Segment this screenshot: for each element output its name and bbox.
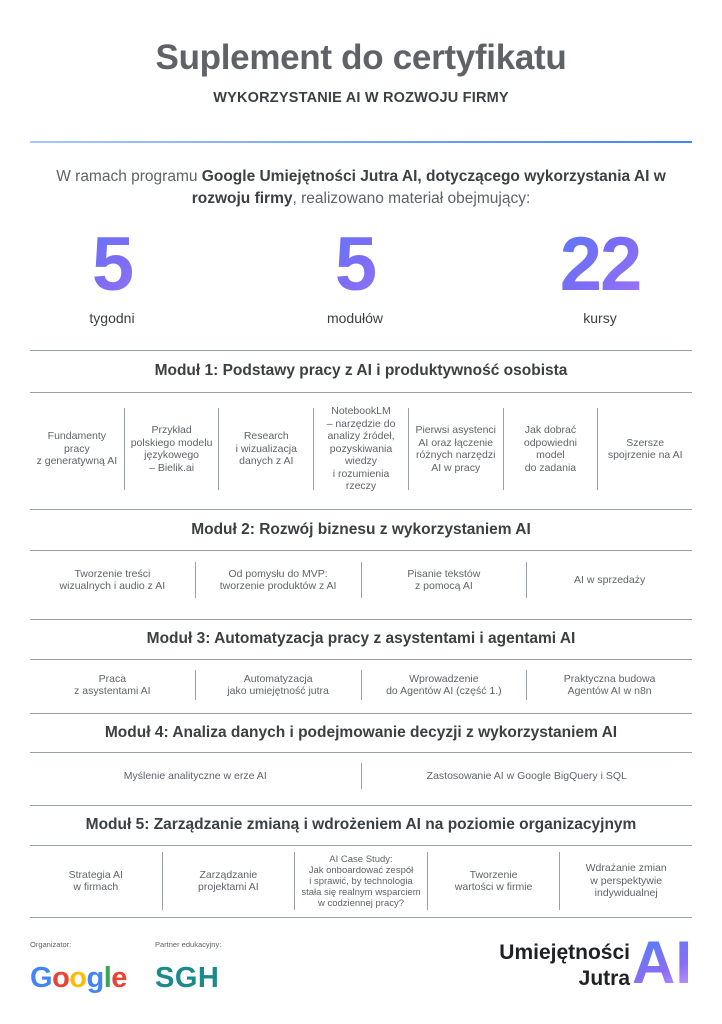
stat-modules (255, 222, 455, 326)
google-logo: Google (30, 962, 127, 994)
module-4-title: Moduł 4: Analiza danych i podejmowanie decyzji z wykorzystaniem AI (104, 724, 618, 741)
course-item: Tworzenie treści wizualnych i audio z AI (59, 567, 166, 592)
certificate-title: Suplement do certyfikatu (155, 38, 567, 77)
stat-label: tygodni (89, 310, 135, 326)
stat-label: modułów (326, 310, 384, 326)
course-item: Od pomysłu do MVP: tworzenie produktów z AI (219, 567, 337, 592)
module-3-courses (30, 670, 692, 700)
brand-line-1: Umiejętności (499, 941, 630, 964)
divider (30, 845, 692, 846)
divider (30, 917, 692, 918)
stat-label: kursy (583, 310, 617, 326)
stat-value: 5 (255, 222, 455, 308)
module-4-courses (30, 763, 692, 789)
organizer-label: Organizator: (30, 940, 72, 949)
course-item: Przykład polskiego modelu językowego – Bielik.ai (130, 424, 213, 474)
course-item: Strategia AI w firmach (68, 868, 123, 893)
divider (30, 805, 692, 806)
certificate-subtitle: WYKORZYSTANIE AI W ROZWOJU FIRMY (213, 90, 509, 106)
module-2-courses (30, 562, 692, 598)
intro-text (40, 166, 682, 210)
partner-label: Partner edukacyjny: (155, 940, 222, 949)
sgh-logo: SGH (155, 962, 220, 994)
brand-ai-logo: AI (632, 929, 692, 996)
course-item: Szersze spojrzenie na AI (607, 436, 683, 461)
divider (30, 619, 692, 620)
stat-value: 5 (12, 222, 212, 308)
divider (30, 659, 692, 660)
divider (30, 509, 692, 510)
course-item: Wprowadzenie do Agentów AI (część 1.) (386, 672, 502, 697)
divider (30, 550, 692, 551)
course-item: Pierwsi asystenci AI oraz łączenie różnych narzędzi AI w pracy (415, 424, 496, 474)
intro-prefix: W ramach programu (56, 168, 202, 185)
course-item: Zarządzanie projektami AI (198, 868, 259, 893)
divider (30, 350, 692, 351)
stat-value: 22 (500, 222, 700, 308)
divider (30, 713, 692, 714)
brand-line-2: Jutra (578, 967, 630, 990)
course-item: Praktyczna budowa Agentów AI w n8n (563, 672, 656, 697)
course-item: NotebookLM – narzędzie do analizy źródeł, pozyskiwania wiedzy i rozumienia rzeczy (326, 405, 396, 493)
course-item: Pisanie tekstów z pomocą AI (407, 567, 481, 592)
module-5-title: Moduł 5: Zarządzanie zmianą i wdrożeniem AI na poziomie organizacyjnym (85, 816, 637, 833)
module-2-title: Moduł 2: Rozwój biznesu z wykorzystaniem AI (191, 521, 531, 538)
program-brand (470, 940, 630, 992)
module-5-courses (30, 852, 692, 910)
course-item: Automatyzacja jako umiejętność jutra (227, 672, 329, 697)
course-item: Research i wizualizacja danych z AI (235, 430, 297, 468)
course-item: Myślenie analityczne w erze AI (123, 769, 267, 782)
divider (30, 392, 692, 393)
divider (30, 752, 692, 753)
course-item: AI Case Study: Jak onboardować zespół i sprawić, by technologia stała się realnym wsparciem w codziennej pracy? (301, 853, 421, 909)
course-item: Tworzenie wartości w firmie (454, 868, 533, 893)
course-item: AI w sprzedaży (574, 573, 646, 586)
stat-courses (500, 222, 700, 326)
module-1-courses (30, 405, 692, 493)
course-item: Fundamenty pracy z generatywną AI (36, 430, 118, 468)
stat-weeks (12, 222, 212, 326)
course-item: Praca z asystentami AI (74, 672, 151, 697)
intro-suffix: , realizowano materiał obejmujący: (292, 190, 531, 207)
top-divider (30, 141, 692, 143)
intro-program: Google Umiejętności Jutra AI, dotyczącego wykorzystania AI w rozwoju firmy (191, 168, 666, 207)
course-item: Wdrażanie zmian w perspektywie indywidualnej (585, 862, 667, 900)
course-item: Zastosowanie AI w Google BigQuery i SQL (426, 769, 627, 782)
module-3-title: Moduł 3: Automatyzacja pracy z asystentami i agentami AI (146, 630, 576, 647)
module-1-title: Moduł 1: Podstawy pracy z AI i produktywność osobista (154, 362, 568, 379)
course-item: Jak dobrać odpowiedni model do zadania (523, 424, 578, 474)
